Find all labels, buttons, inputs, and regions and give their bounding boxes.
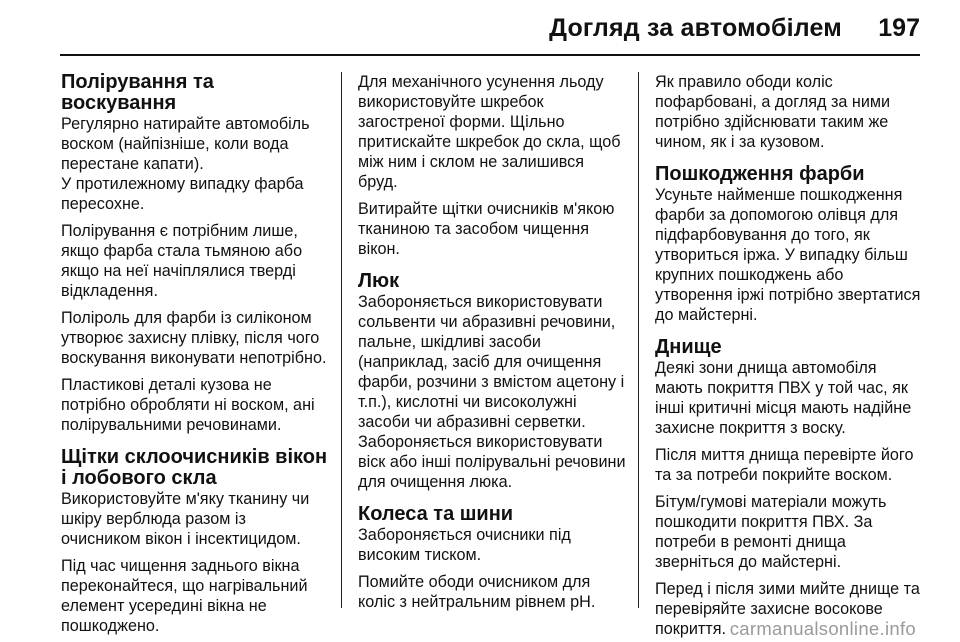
paragraph: Для механічного усунення льоду використовуйте шкребок загостреної форми. Щільно притискайте шкребок до скла, щоб між ним і склом не залишився бруд.: [358, 73, 621, 191]
paragraph: Помийте ободи очисником для коліс з нейтральним рівнем pH.: [358, 573, 596, 611]
paragraph: Витирайте щітки очисників м'якою тканиною та засобом чищення вікон.: [358, 200, 615, 258]
paragraph: Регулярно натирайте автомобіль воском (найпізніше, коли вода перестане капати).: [61, 115, 310, 173]
header-rule: [60, 54, 920, 56]
section-heading-wheels: Колеса та шини: [358, 503, 514, 525]
section-heading-sunroof: Люк: [358, 270, 400, 292]
paragraph: Бітум/гумові матеріали можуть пошкодити покриття ПВХ. За потреби в ремонті днища зверніться до майстерні.: [655, 493, 887, 571]
page-title: Догляд за автомобілем: [549, 14, 842, 42]
column-divider: [638, 72, 639, 608]
section-heading-wipers-line2: і лобового скла: [61, 467, 217, 489]
section-heading-paint-damage: Пошкодження фарби: [655, 163, 865, 185]
paragraph: Усуньте найменше пошкодження фарби за допомогою олівця для підфарбовування до того, як утвориться іржа. У випадку більш крупних пошкоджень або утворення іржі потрібно звертатися до майстерні.: [655, 186, 921, 324]
page-number: 197: [878, 14, 920, 42]
paragraph: Деякі зони днища автомобіля мають покриття ПВХ у той час, як інші критичні місця мають надійне захисне покриття з воску.: [655, 359, 912, 437]
section-heading-underbody: Днище: [655, 336, 722, 358]
column-3: [655, 72, 923, 639]
paragraph: Поліроль для фарби із силіконом утворює захисну плівку, після чого воскування виконувати непотрібно.: [61, 309, 327, 367]
section-heading-wipers-line1: Щітки склоочисників вікон: [61, 446, 328, 468]
paragraph: Використовуйте м'яку тканину чи шкіру верблюда разом із очисником вікон і інсектицидом.: [61, 490, 310, 548]
column-2: [358, 72, 626, 612]
paragraph: Під час чищення заднього вікна переконайтеся, що нагрівальний елемент усередині вікна не пошкоджено.: [61, 557, 308, 635]
paragraph: Пластикові деталі кузова не потрібно обробляти ні воском, ані полірувальними речовинами.: [61, 376, 315, 434]
paragraph: Забороняється використовувати сольвенти чи абразивні речовини, пальне, шкідливі засоби (наприклад, засіб для очищення фарби, розчини з вмістом ацетону і т.п.), кислотні чи високолужні засоби чи абразивні серветки. Забороняється використовувати віск або інші полірувальні речовини для очищення люка.: [358, 293, 626, 491]
watermark: carmanualsonline.info: [729, 618, 916, 639]
column-1: [61, 72, 329, 636]
column-divider: [341, 72, 342, 608]
paragraph: У протилежному випадку фарба пересохне.: [61, 175, 304, 213]
paragraph: Полірування є потрібним лише, якщо фарба стала тьмяною або якщо на неї начіплялися тверді відкладення.: [61, 222, 303, 300]
paragraph: Забороняється очисники під високим тиском.: [358, 526, 571, 564]
paragraph: Перед і після зими мийте днище та перевіряйте захисне восокове покриття.: [655, 580, 920, 638]
section-heading-polishing: Полірування та воскування: [61, 71, 214, 114]
page-header: [0, 0, 960, 56]
paragraph: Як правило ободи коліс пофарбовані, а догляд за ними потрібно здійснювати таким же чином, як і за кузовом.: [655, 73, 891, 151]
paragraph: Після миття днища перевірте його та за потреби покрийте воском.: [655, 446, 914, 484]
